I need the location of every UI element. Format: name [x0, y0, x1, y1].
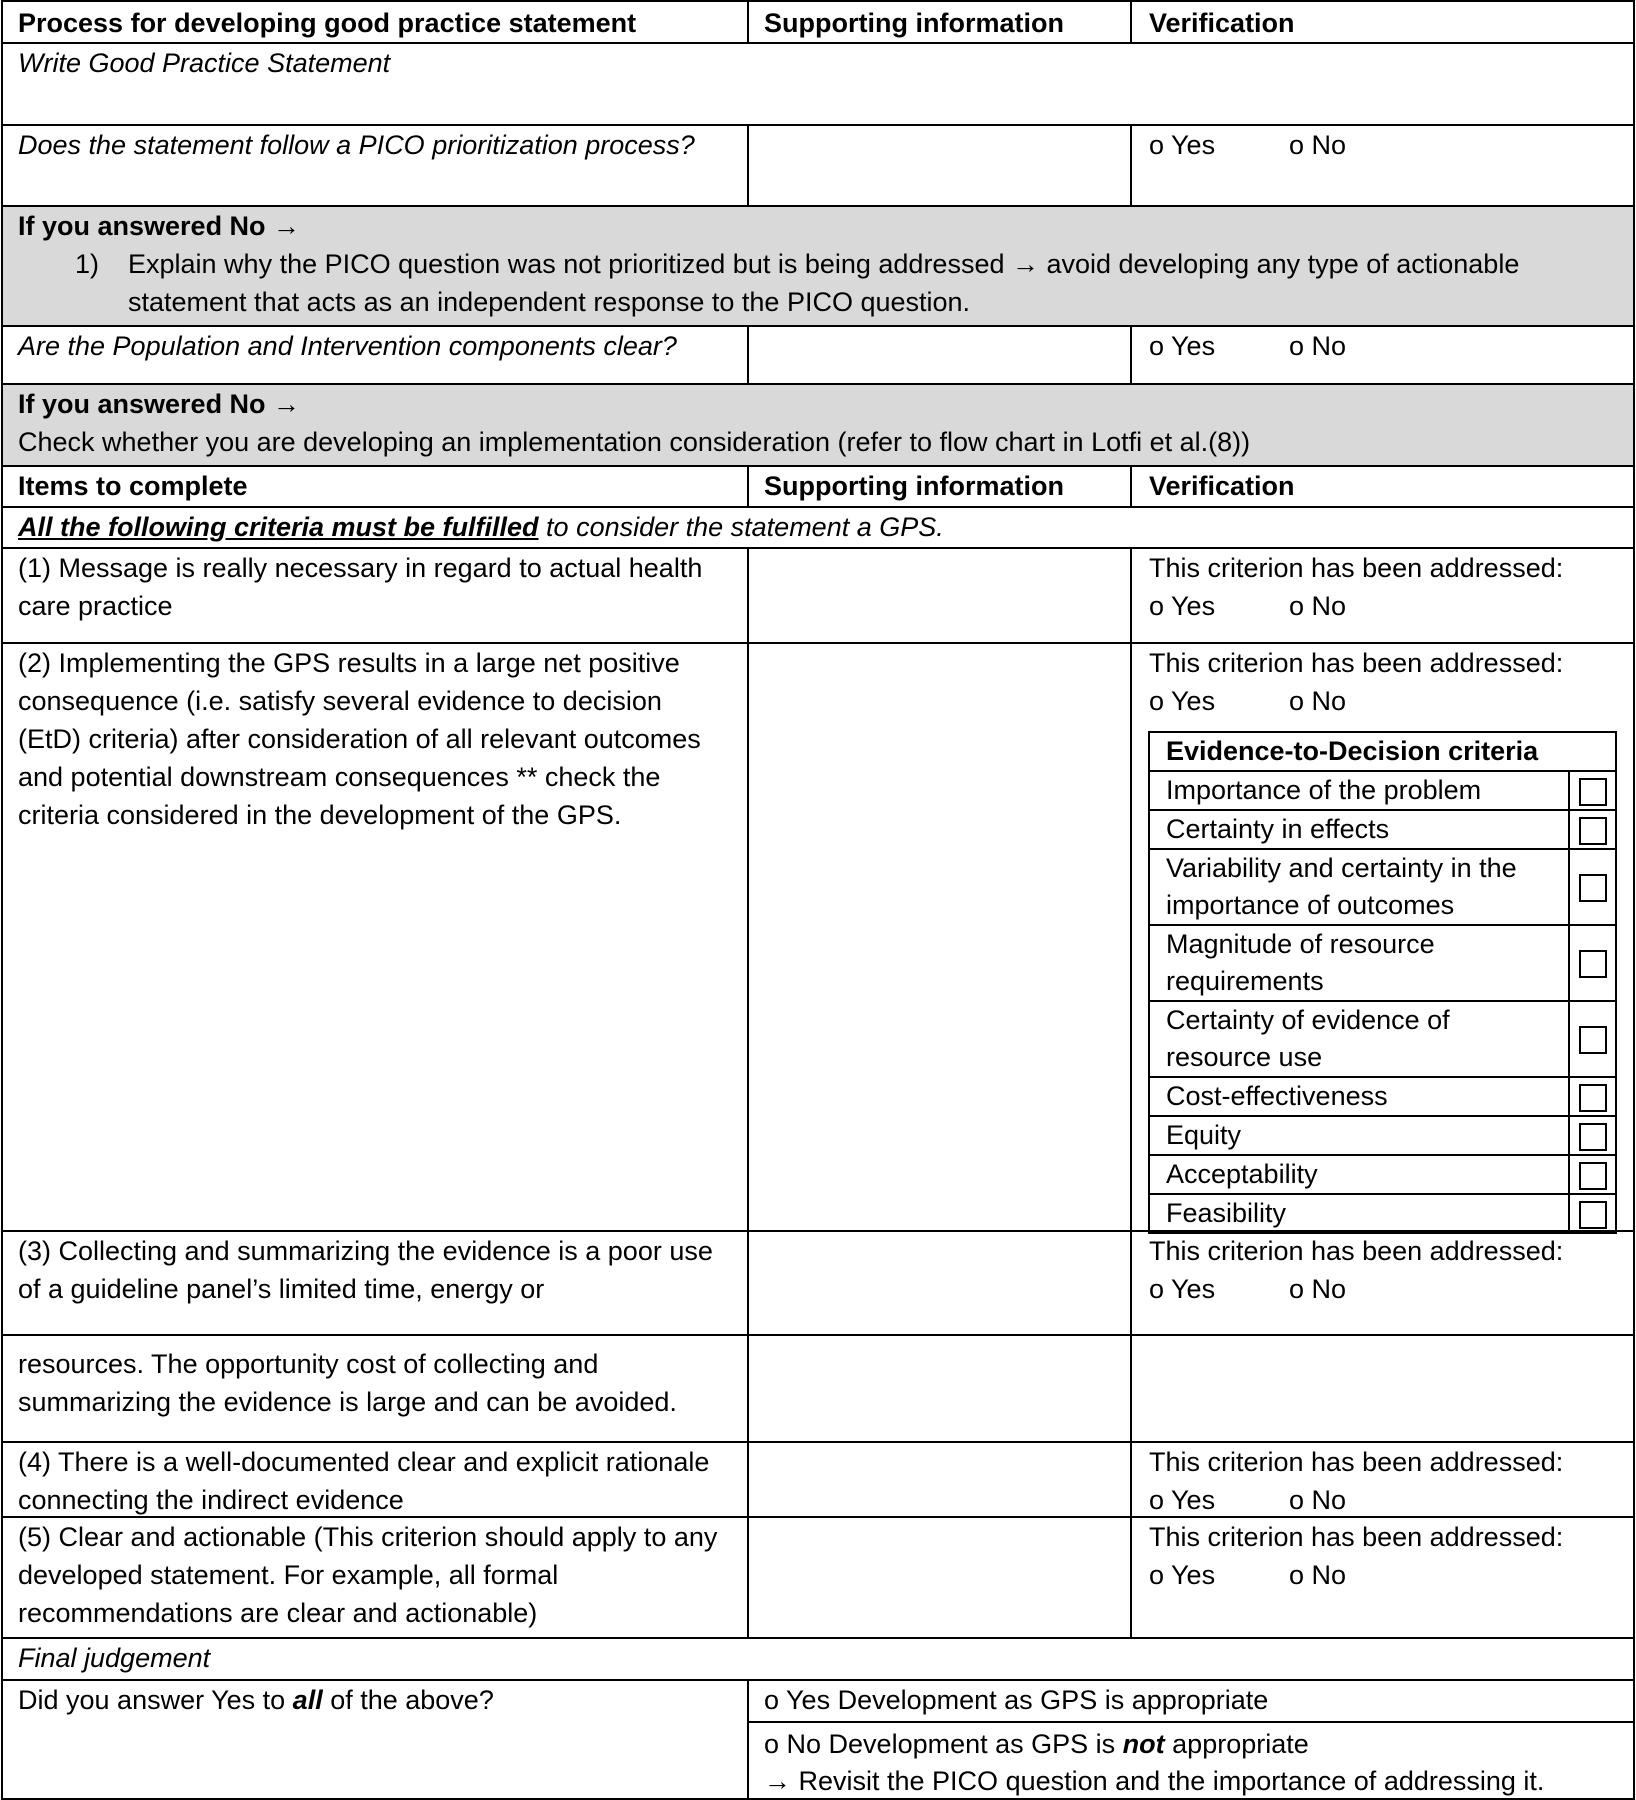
criterion-1-row — [1, 547, 1635, 642]
criterion-5-supporting-info — [747, 1518, 1130, 1637]
checkbox-variability-outcomes[interactable] — [1579, 874, 1607, 902]
if-no-heading: If you answered No → — [18, 211, 301, 241]
addressed-label: This criterion has been addressed: — [1149, 1236, 1564, 1266]
final-judgement-row — [1, 1637, 1635, 1679]
criterion-3-verification — [1130, 1232, 1635, 1334]
no-option[interactable]: o No — [1289, 331, 1347, 361]
no-option[interactable]: o No — [1289, 686, 1347, 716]
header-verification: Verification — [1130, 2, 1635, 42]
yes-option[interactable]: o Yes — [1149, 591, 1216, 621]
item-text: Explain why the PICO question was not prioritized but is being addressed → avoid developing any type of actionable statement that acts as an independent response to the PICO question. — [128, 249, 1520, 317]
if-no-pi-block — [1, 383, 1635, 465]
checkbox-acceptability[interactable] — [1579, 1162, 1607, 1190]
yes-option[interactable]: o Yes — [1149, 686, 1216, 716]
final-yes-option[interactable]: o Yes Development as GPS is appropriate — [749, 1681, 1635, 1723]
criterion-4-text: (4) There is a well-documented clear and explicit rationale connecting the indirect evidence — [18, 1447, 710, 1515]
etd-criteria-table — [1148, 731, 1617, 1234]
no-option[interactable]: o No — [1289, 1274, 1347, 1304]
header-supporting-info: Supporting information — [747, 467, 1130, 506]
addressed-label: This criterion has been addressed: — [1149, 648, 1564, 678]
etd-item-label: Importance of the problem — [1149, 771, 1569, 810]
pico-row — [1, 124, 1635, 205]
checkbox-equity[interactable] — [1579, 1123, 1607, 1151]
criterion-1-text: (1) Message is really necessary in regard to actual health care practice — [18, 553, 703, 621]
yes-option[interactable]: o Yes — [1149, 1485, 1216, 1515]
final-question — [1, 1681, 747, 1800]
addressed-label: This criterion has been addressed: — [1149, 553, 1564, 583]
etd-row — [1149, 849, 1616, 925]
etd-row — [1149, 1001, 1616, 1077]
criteria-intro-row — [1, 506, 1635, 547]
criteria-intro-rest: to consider the statement a GPS. — [538, 512, 944, 542]
explain-item — [18, 245, 1619, 321]
criterion-3-continued-verification — [1130, 1336, 1635, 1441]
final-judgement-label: Final judgement — [18, 1643, 211, 1673]
criterion-1-verification — [1130, 549, 1635, 642]
final-question-row — [1, 1679, 1635, 1800]
criterion-2-text: (2) Implementing the GPS results in a large net positive consequence (i.e. satisfy several evidence to decision (EtD) criteria) after consideration of all relevant outcomes and potential downstream consequences ** check the criteria considered in the development of the GPS. — [18, 648, 701, 830]
etd-item-label: Cost-effectiveness — [1149, 1077, 1569, 1116]
if-no-pico-block — [1, 205, 1635, 325]
criterion-3-row — [1, 1230, 1635, 1334]
criterion-2-supporting-info — [747, 644, 1130, 1230]
implementation-check-text: Check whether you are developing an implementation consideration (refer to flow chart in Lotfi et al.(8)) — [18, 427, 1251, 457]
etd-row — [1149, 1077, 1616, 1116]
etd-row — [1149, 771, 1616, 810]
final-question-post: of the above? — [322, 1685, 494, 1715]
header-items: Items to complete — [18, 471, 248, 501]
checkbox-resource-requirements[interactable] — [1579, 950, 1607, 978]
checkbox-importance-of-problem[interactable] — [1579, 778, 1607, 806]
header-supporting-info: Supporting information — [747, 2, 1130, 42]
etd-item-label: Equity — [1149, 1116, 1569, 1155]
pi-verification — [1130, 327, 1635, 383]
etd-row — [1149, 1155, 1616, 1194]
criterion-3-continued-row — [1, 1334, 1635, 1441]
etd-row — [1149, 810, 1616, 849]
write-gps-label: Write Good Practice Statement — [18, 48, 391, 78]
no-option[interactable]: o No — [1289, 1485, 1347, 1515]
etd-item-label: Acceptability — [1149, 1155, 1569, 1194]
population-intervention-row — [1, 325, 1635, 383]
checkbox-cost-effectiveness[interactable] — [1579, 1084, 1607, 1112]
etd-item-label: Magnitude of resource requirements — [1149, 925, 1569, 1001]
pico-question: Does the statement follow a PICO prioritization process? — [18, 130, 695, 160]
criterion-3-continued-text: resources. The opportunity cost of collecting and summarizing the evidence is large and can be avoided. — [18, 1349, 677, 1417]
criterion-5-text: (5) Clear and actionable (This criterion should apply to any developed statement. For example, all formal recommendations are clear and actionable) — [18, 1522, 718, 1628]
revisit-instruction: → Revisit the PICO question and the importance of addressing it. — [764, 1766, 1545, 1796]
pico-verification — [1130, 126, 1635, 205]
criterion-3-continued-supporting-info — [747, 1336, 1130, 1441]
no-option[interactable]: o No — [1289, 591, 1347, 621]
pi-supporting-info — [747, 327, 1130, 383]
etd-item-label: Certainty of evidence of resource use — [1149, 1001, 1569, 1077]
yes-option[interactable]: o Yes — [1149, 331, 1216, 361]
yes-option[interactable]: o Yes — [1149, 1560, 1216, 1590]
checkbox-certainty-resource-use[interactable] — [1579, 1026, 1607, 1054]
final-no-post: appropriate — [1164, 1729, 1309, 1759]
final-no-option[interactable] — [749, 1723, 1635, 1800]
etd-item-label: Variability and certainty in the importance of outcomes — [1149, 849, 1569, 925]
etd-row — [1149, 1194, 1616, 1233]
write-gps-row — [1, 42, 1635, 124]
etd-title: Evidence-to-Decision criteria — [1149, 732, 1616, 771]
criterion-5-verification — [1130, 1518, 1635, 1637]
etd-item-label: Certainty in effects — [1149, 810, 1569, 849]
no-option[interactable]: o No — [1289, 130, 1347, 160]
pico-supporting-info — [747, 126, 1130, 205]
checkbox-feasibility[interactable] — [1579, 1201, 1607, 1229]
header-process: Process for developing good practice statement — [18, 8, 637, 38]
criterion-3-text: (3) Collecting and summarizing the evidence is a poor use of a guideline panel’s limited time, energy or — [18, 1236, 713, 1304]
criterion-4-supporting-info — [747, 1443, 1130, 1516]
no-option[interactable]: o No — [1289, 1560, 1347, 1590]
item-number: 1) — [75, 249, 100, 279]
pi-question: Are the Population and Intervention components clear? — [18, 331, 677, 361]
items-header — [1, 465, 1635, 506]
addressed-label: This criterion has been addressed: — [1149, 1447, 1564, 1477]
etd-row — [1149, 1116, 1616, 1155]
etd-item-label: Feasibility — [1149, 1194, 1569, 1233]
criteria-emphasis: All the following criteria must be fulfilled — [18, 512, 539, 542]
header-verification: Verification — [1130, 467, 1635, 506]
etd-header-row — [1149, 732, 1616, 771]
table-header — [1, 0, 1635, 42]
if-no-heading: If you answered No → — [18, 389, 301, 419]
final-question-pre: Did you answer Yes to — [18, 1685, 293, 1715]
criterion-1-supporting-info — [747, 549, 1130, 642]
addressed-label: This criterion has been addressed: — [1149, 1522, 1564, 1552]
yes-option[interactable]: o Yes — [1149, 1274, 1216, 1304]
criterion-4-verification — [1130, 1443, 1635, 1516]
final-no-emphasis: not — [1122, 1729, 1165, 1759]
checkbox-certainty-in-effects[interactable] — [1579, 817, 1607, 845]
criterion-3-supporting-info — [747, 1232, 1130, 1334]
final-question-emphasis: all — [292, 1685, 323, 1715]
criterion-4-row — [1, 1441, 1635, 1516]
final-no-pre: o No Development as GPS is — [764, 1729, 1123, 1759]
yes-option[interactable]: o Yes — [1149, 130, 1216, 160]
etd-row — [1149, 925, 1616, 1001]
criterion-5-row — [1, 1516, 1635, 1637]
